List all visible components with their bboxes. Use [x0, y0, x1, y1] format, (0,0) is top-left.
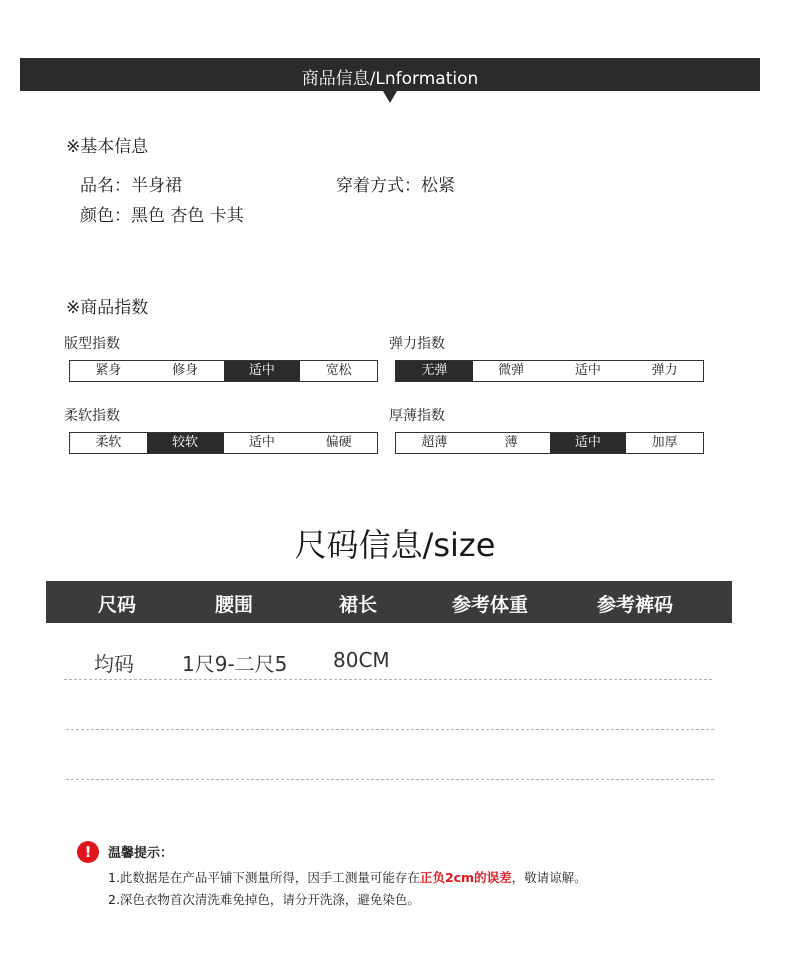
- thickness-option: 薄: [504, 435, 518, 450]
- fit-option: 适中: [224, 361, 301, 381]
- product-colors: [80, 201, 244, 226]
- wear-method: [336, 171, 455, 196]
- size-header-cell: 裙长: [339, 594, 378, 616]
- softness-option: 较软: [147, 433, 224, 453]
- fit-option: 宽松: [325, 363, 352, 378]
- wear-method-value: 松紧: [421, 176, 455, 196]
- banner-title: 商品信息/Lnformation: [301, 69, 479, 89]
- waist-cell: 1尺9-二尺5: [182, 652, 288, 676]
- softness-option: 适中: [248, 435, 275, 450]
- softness-index-label: 柔软指数: [64, 408, 120, 424]
- notice-line-2: 2.深色衣物首次清洗难免掉色，请分开洗涤，避免染色。: [108, 892, 420, 907]
- warning-icon: !: [77, 841, 99, 863]
- thickness-option: 加厚: [651, 435, 678, 450]
- length-cell: 80CM: [333, 648, 390, 672]
- stretch-option: 弹力: [651, 363, 678, 378]
- fit-option: 紧身: [95, 363, 122, 378]
- colors-label: 颜色：: [80, 206, 131, 226]
- notice-highlight: 正负2cm的误差: [419, 870, 512, 885]
- wear-method-label: 穿着方式：: [336, 176, 421, 196]
- product-name-label: 品名：: [80, 176, 131, 196]
- stretch-index-label: 弹力指数: [389, 336, 445, 352]
- softness-option: 偏硬: [325, 435, 352, 450]
- fit-option: 修身: [172, 363, 199, 378]
- softness-index-scale: [69, 432, 378, 454]
- notice-line-1: [108, 868, 587, 886]
- basic-info-heading: ※基本信息: [66, 137, 149, 157]
- size-title: 尺码信息/size: [294, 526, 496, 564]
- size-header-cell: 参考裤码: [597, 594, 674, 616]
- stretch-index-scale: [395, 360, 704, 382]
- row-divider: [66, 779, 714, 780]
- row-divider: [64, 679, 712, 680]
- info-banner: [20, 58, 760, 91]
- fit-index-scale: [69, 360, 378, 382]
- stretch-option: 无弹: [396, 361, 473, 381]
- row-divider: [66, 729, 714, 730]
- size-header-cell: 尺码: [98, 594, 137, 616]
- size-header-cell: 参考体重: [452, 594, 529, 616]
- stretch-option: 微弹: [498, 363, 525, 378]
- size-table-header: [46, 581, 732, 623]
- stretch-option: 适中: [574, 363, 601, 378]
- index-heading: ※商品指数: [66, 298, 149, 318]
- softness-option: 柔软: [95, 435, 122, 450]
- thickness-index-label: 厚薄指数: [389, 408, 445, 424]
- thickness-option: 适中: [550, 433, 627, 453]
- size-header-cell: 腰围: [215, 594, 254, 616]
- banner-arrow: [383, 91, 397, 103]
- product-name-value: 半身裙: [131, 176, 182, 196]
- thickness-option: 超薄: [421, 435, 448, 450]
- fit-index-label: 版型指数: [64, 336, 120, 352]
- product-name: [80, 171, 182, 196]
- colors-value: 黑色 杏色 卡其: [131, 206, 244, 226]
- notice-line-1-text: 1.此数据是在产品平铺下测量所得，因手工测量可能存在: [108, 870, 420, 885]
- thickness-index-scale: [395, 432, 704, 454]
- size-cell: 均码: [94, 652, 134, 676]
- notice-title: 温馨提示：: [108, 846, 174, 861]
- notice-line-1-end: ，敬请谅解。: [511, 870, 587, 885]
